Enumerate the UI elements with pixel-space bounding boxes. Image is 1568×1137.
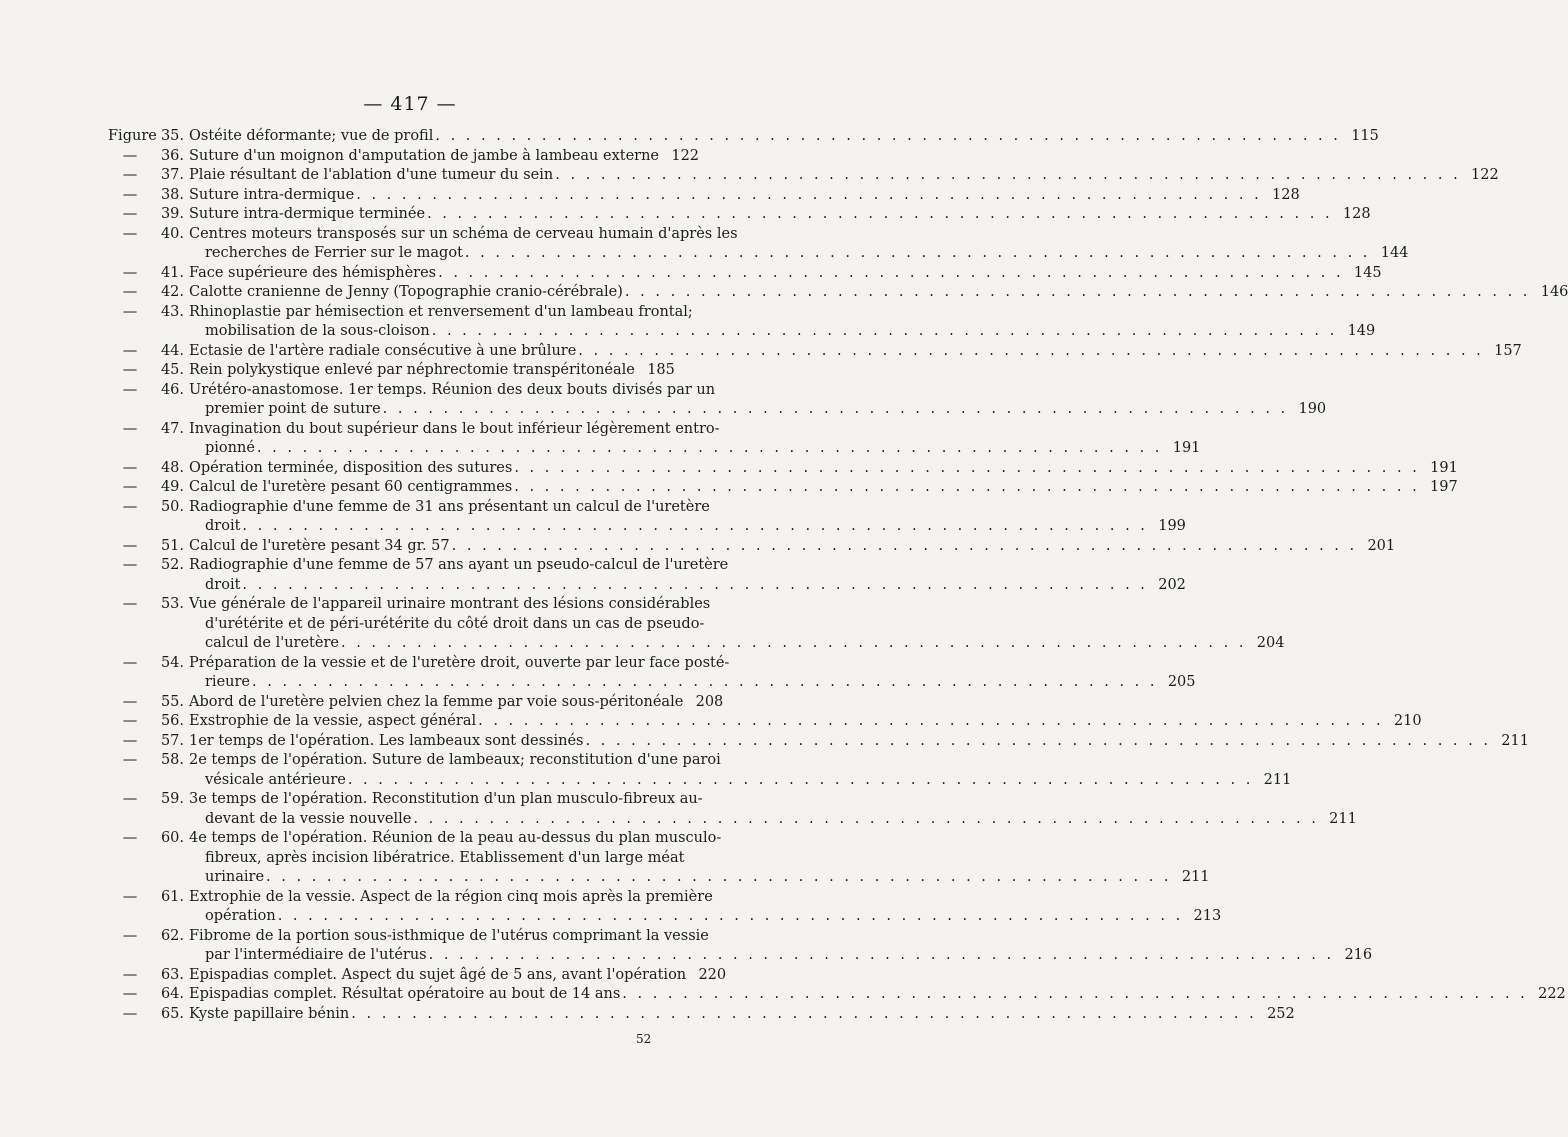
entry-prefix: — bbox=[122, 284, 138, 300]
page-reference: 252 bbox=[1267, 1005, 1295, 1022]
caption-text: fibreux, après incision libératrice. Etablissement d'un large méat bbox=[205, 849, 685, 866]
entry-prefix: — bbox=[122, 732, 138, 749]
page-number: — 417 — bbox=[363, 93, 457, 115]
entry-caption bbox=[189, 790, 1357, 829]
caption-text: Opération terminée, disposition des sutures bbox=[189, 459, 513, 476]
page-reference: 197 bbox=[1430, 479, 1458, 495]
caption-text: Epispadias complet. Résultat opératoire au bout de 14 ans bbox=[189, 986, 621, 1002]
caption-text: Extrophie de la vessie. Aspect de la région cinq mois après la première bbox=[189, 888, 713, 905]
entry-caption bbox=[189, 127, 1379, 147]
caption-line bbox=[189, 166, 1499, 186]
dot-leader bbox=[429, 946, 1335, 966]
figure-entry bbox=[108, 712, 1422, 732]
figure-number: 59. bbox=[160, 791, 184, 807]
caption-line bbox=[189, 829, 722, 849]
caption-line bbox=[189, 498, 710, 518]
caption-line bbox=[189, 888, 713, 908]
figure-list bbox=[108, 127, 1568, 1024]
caption-line bbox=[189, 693, 724, 713]
caption-text: Préparation de la vessie et de l'uretère droit, ouverte par leur face posté- bbox=[189, 654, 730, 671]
entry-prefix: — bbox=[122, 362, 138, 378]
entry-caption bbox=[189, 225, 1409, 264]
caption-line bbox=[189, 400, 1327, 420]
figure-entry bbox=[108, 498, 1186, 537]
dot-leader bbox=[585, 732, 1491, 752]
entry-caption bbox=[189, 693, 724, 713]
caption-text: Epispadias complet. Aspect du sujet âgé de 5 ans, avant l'opération bbox=[189, 966, 687, 983]
entry-prefix: — bbox=[122, 498, 138, 515]
figure-entry bbox=[108, 459, 1458, 479]
figure-number: 65. bbox=[160, 1005, 184, 1022]
caption-text: Exstrophie de la vessie, aspect général bbox=[189, 713, 477, 729]
dot-leader bbox=[257, 439, 1163, 459]
caption-text: premier point de suture bbox=[205, 401, 381, 417]
figure-number: 64. bbox=[160, 986, 184, 1002]
entry-caption bbox=[189, 147, 700, 167]
entry-prefix: — bbox=[122, 381, 138, 398]
dot-leader bbox=[383, 400, 1289, 420]
entry-prefix: — bbox=[122, 342, 138, 359]
page-reference: 122 bbox=[1471, 167, 1499, 183]
dot-leader bbox=[427, 205, 1333, 225]
figure-number: 63. bbox=[160, 966, 184, 983]
entry-prefix: — bbox=[122, 966, 138, 983]
page-reference: 191 bbox=[1430, 459, 1458, 476]
caption-line bbox=[189, 264, 1382, 284]
caption-text: 1er temps de l'opération. Les lambeaux sont dessinés bbox=[189, 732, 584, 749]
caption-text: Fibrome de la portion sous-isthmique de l'utérus comprimant la vessie bbox=[189, 927, 709, 944]
entry-prefix: — bbox=[122, 830, 138, 846]
dot-leader bbox=[622, 985, 1528, 1005]
dot-leader bbox=[351, 1005, 1257, 1025]
page-reference: 115 bbox=[1351, 128, 1379, 144]
caption-line bbox=[189, 556, 729, 576]
page-reference: 122 bbox=[671, 147, 700, 164]
entry-prefix: — bbox=[122, 303, 138, 320]
entry-caption bbox=[189, 712, 1422, 732]
page-reference: 190 bbox=[1298, 401, 1327, 417]
caption-line bbox=[189, 810, 1357, 830]
entry-caption bbox=[189, 654, 1196, 693]
caption-line bbox=[189, 147, 700, 167]
caption-line bbox=[189, 478, 1458, 498]
figure-number: 54. bbox=[160, 654, 184, 671]
dot-leader bbox=[465, 244, 1371, 264]
entry-prefix: — bbox=[122, 459, 138, 476]
entry-caption bbox=[189, 829, 1210, 888]
caption-line bbox=[189, 186, 1300, 206]
caption-text: urinaire bbox=[205, 869, 265, 885]
figure-entry bbox=[108, 790, 1357, 829]
caption-text: Suture intra-dermique terminée bbox=[189, 206, 426, 222]
entry-caption bbox=[189, 166, 1499, 186]
figure-entry bbox=[108, 595, 1285, 654]
figure-entry bbox=[108, 654, 1196, 693]
caption-text: calcul de l'uretère bbox=[205, 635, 339, 651]
signature-mark: 52 bbox=[636, 1032, 652, 1046]
entry-prefix: — bbox=[122, 537, 138, 554]
caption-text: devant de la vessie nouvelle bbox=[205, 810, 412, 827]
entry-caption bbox=[189, 381, 1327, 420]
figure-entry bbox=[108, 303, 1376, 342]
figure-entry bbox=[108, 264, 1382, 284]
caption-line bbox=[189, 654, 730, 674]
caption-text: Calcul de l'uretère pesant 60 centigrammes bbox=[189, 479, 513, 495]
figure-number: 46. bbox=[160, 381, 184, 398]
page-reference: 128 bbox=[1342, 206, 1371, 222]
page-reference: 208 bbox=[695, 693, 724, 710]
figure-number: 39. bbox=[160, 206, 184, 222]
figure-number: 58. bbox=[160, 752, 184, 768]
entry-caption bbox=[189, 966, 727, 986]
figure-entry bbox=[108, 693, 724, 713]
figure-number: 38. bbox=[160, 186, 184, 203]
dot-leader bbox=[438, 264, 1344, 284]
dot-leader bbox=[242, 576, 1148, 596]
page-reference: 128 bbox=[1272, 186, 1300, 203]
entry-caption bbox=[189, 478, 1458, 498]
entry-prefix: — bbox=[122, 479, 138, 495]
entry-caption bbox=[189, 283, 1568, 303]
page-reference: 216 bbox=[1344, 947, 1373, 963]
dot-leader bbox=[478, 712, 1384, 732]
entry-caption bbox=[189, 498, 1186, 537]
figure-entry bbox=[108, 147, 700, 167]
entry-caption bbox=[189, 420, 1201, 459]
entry-prefix: — bbox=[122, 420, 138, 437]
entry-caption bbox=[189, 186, 1300, 206]
page-reference: 157 bbox=[1494, 342, 1522, 359]
figure-entry bbox=[108, 556, 1186, 595]
caption-line bbox=[189, 459, 1458, 479]
page-reference: 210 bbox=[1393, 713, 1422, 729]
caption-line bbox=[189, 907, 1222, 927]
dot-leader bbox=[252, 673, 1158, 693]
entry-caption bbox=[189, 595, 1285, 654]
figure-number: 57. bbox=[160, 732, 184, 749]
dot-leader bbox=[432, 322, 1338, 342]
page-reference: 211 bbox=[1501, 732, 1529, 749]
entry-prefix: — bbox=[122, 713, 138, 729]
caption-line bbox=[189, 420, 720, 440]
figure-number: 49. bbox=[160, 479, 184, 495]
entry-prefix: — bbox=[122, 1005, 138, 1022]
page-reference: 149 bbox=[1347, 323, 1376, 339]
entry-caption bbox=[189, 361, 675, 381]
page-reference: 202 bbox=[1158, 576, 1186, 593]
figure-entry bbox=[108, 927, 1373, 966]
entry-caption bbox=[189, 264, 1382, 284]
caption-text: opération bbox=[205, 908, 276, 924]
caption-line bbox=[189, 732, 1529, 752]
entry-prefix: — bbox=[122, 147, 138, 164]
figure-number: 45. bbox=[160, 362, 184, 378]
caption-line bbox=[189, 381, 716, 401]
figure-number: 35. bbox=[160, 128, 184, 144]
figure-number: 62. bbox=[160, 927, 184, 944]
entry-prefix: — bbox=[122, 752, 138, 768]
dot-leader bbox=[242, 517, 1148, 537]
caption-text: Radiographie d'une femme de 57 ans ayant un pseudo-calcul de l'uretère bbox=[189, 557, 729, 573]
figure-number: 56. bbox=[160, 713, 184, 729]
page-reference: 144 bbox=[1380, 245, 1409, 261]
figure-entry bbox=[108, 361, 675, 381]
caption-text: 2e temps de l'opération. Suture de lambeaux; reconstitution d'une paroi bbox=[189, 752, 721, 768]
caption-text: Ectasie de l'artère radiale consécutive à une brûlure bbox=[189, 342, 577, 359]
figure-number: 43. bbox=[160, 303, 184, 320]
caption-line bbox=[189, 790, 703, 810]
page-reference: 211 bbox=[1263, 771, 1292, 788]
entry-prefix: — bbox=[122, 888, 138, 905]
dot-leader bbox=[413, 810, 1319, 830]
entry-caption bbox=[189, 751, 1292, 790]
caption-line bbox=[189, 712, 1422, 732]
figure-entry bbox=[108, 751, 1292, 790]
entry-caption bbox=[189, 556, 1186, 595]
dot-leader bbox=[625, 283, 1531, 303]
figure-entry bbox=[108, 478, 1458, 498]
caption-text: Rein polykystique enlevé par néphrectomie transpéritonéale bbox=[189, 362, 635, 378]
figure-entry bbox=[108, 166, 1499, 186]
caption-text: Radiographie d'une femme de 31 ans présentant un calcul de l'uretère bbox=[189, 498, 710, 515]
caption-text: droit bbox=[205, 518, 241, 534]
entry-caption bbox=[189, 1005, 1295, 1025]
caption-line bbox=[189, 1005, 1295, 1025]
caption-line bbox=[189, 868, 1210, 888]
entry-caption bbox=[189, 205, 1371, 225]
figure-entry bbox=[108, 966, 727, 986]
caption-text: pionné bbox=[205, 440, 255, 456]
caption-line bbox=[189, 849, 685, 869]
page-reference: 211 bbox=[1181, 869, 1210, 885]
entry-caption bbox=[189, 985, 1566, 1005]
dot-leader bbox=[278, 907, 1184, 927]
entry-caption bbox=[189, 537, 1396, 557]
caption-text: 4e temps de l'opération. Réunion de la peau au-dessus du plan musculo- bbox=[189, 830, 722, 846]
caption-text: par l'intermédiaire de l'utérus bbox=[205, 947, 427, 963]
caption-line bbox=[189, 595, 711, 615]
entry-caption bbox=[189, 303, 1376, 342]
entry-prefix: — bbox=[122, 167, 138, 183]
dot-leader bbox=[348, 771, 1254, 791]
caption-text: Vue générale de l'appareil urinaire montrant des lésions considérables bbox=[189, 596, 711, 612]
figure-number: 61. bbox=[160, 888, 184, 905]
caption-line bbox=[189, 225, 738, 245]
entry-prefix: — bbox=[122, 206, 138, 222]
caption-line bbox=[189, 771, 1292, 791]
figure-number: 50. bbox=[160, 498, 184, 515]
page-reference: 204 bbox=[1256, 635, 1285, 651]
dot-leader bbox=[578, 342, 1484, 362]
entry-prefix: — bbox=[122, 264, 138, 281]
figure-number: 52. bbox=[160, 557, 184, 573]
caption-text: recherches de Ferrier sur le magot bbox=[205, 245, 463, 261]
caption-text: Calcul de l'uretère pesant 34 gr. 57 bbox=[189, 537, 450, 554]
dot-leader bbox=[452, 537, 1358, 557]
figure-number: 44. bbox=[160, 342, 184, 359]
caption-text: Kyste papillaire bénin bbox=[189, 1005, 350, 1022]
entry-caption bbox=[189, 927, 1373, 966]
figure-number: 53. bbox=[160, 596, 184, 612]
caption-text: Plaie résultant de l'ablation d'une tumeur du sein bbox=[189, 167, 554, 183]
caption-text: 3e temps de l'opération. Reconstitution d'un plan musculo-fibreux au- bbox=[189, 791, 703, 807]
entry-prefix: — bbox=[122, 186, 138, 203]
caption-text: Rhinoplastie par hémisection et renversement d'un lambeau frontal; bbox=[189, 303, 693, 320]
page-reference: 185 bbox=[647, 362, 675, 378]
page-reference: 205 bbox=[1167, 674, 1196, 690]
caption-line bbox=[189, 127, 1379, 147]
figure-entry bbox=[108, 225, 1409, 264]
caption-line bbox=[189, 966, 727, 986]
caption-line bbox=[189, 439, 1201, 459]
entry-caption bbox=[189, 459, 1458, 479]
entry-caption bbox=[189, 732, 1529, 752]
caption-text: Face supérieure des hémisphères bbox=[189, 264, 437, 281]
entry-prefix: — bbox=[122, 654, 138, 671]
dot-leader bbox=[514, 459, 1420, 479]
page-reference: 199 bbox=[1158, 518, 1186, 534]
figure-entry bbox=[108, 205, 1371, 225]
dot-leader bbox=[555, 166, 1461, 186]
caption-line bbox=[189, 322, 1376, 342]
entry-prefix: — bbox=[122, 225, 138, 242]
caption-line bbox=[189, 615, 705, 635]
entry-prefix: — bbox=[122, 693, 138, 710]
page-reference: 211 bbox=[1329, 810, 1357, 827]
caption-line bbox=[189, 537, 1396, 557]
figure-entry bbox=[108, 127, 1379, 147]
caption-text: Suture intra-dermique bbox=[189, 186, 355, 203]
figure-number: 51. bbox=[160, 537, 184, 554]
figure-entry bbox=[108, 985, 1566, 1005]
figure-number: 41. bbox=[160, 264, 184, 281]
figure-entry bbox=[108, 342, 1522, 362]
page-reference: 220 bbox=[698, 966, 727, 983]
entry-prefix: Figure bbox=[108, 128, 157, 144]
dot-leader bbox=[266, 868, 1172, 888]
caption-text: Abord de l'uretère pelvien chez la femme par voie sous-péritonéale bbox=[189, 693, 684, 710]
caption-line bbox=[189, 985, 1566, 1005]
page-reference: 191 bbox=[1172, 440, 1201, 456]
caption-line bbox=[189, 205, 1371, 225]
entry-prefix: — bbox=[122, 927, 138, 944]
dot-leader bbox=[341, 634, 1247, 654]
entry-prefix: — bbox=[122, 986, 138, 1002]
caption-text: mobilisation de la sous-cloison bbox=[205, 323, 430, 339]
caption-line bbox=[189, 576, 1186, 596]
caption-line bbox=[189, 751, 721, 771]
caption-text: Calotte cranienne de Jenny (Topographie cranio-cérébrale) bbox=[189, 284, 623, 300]
figure-number: 47. bbox=[160, 420, 184, 437]
caption-line bbox=[189, 244, 1409, 264]
dot-leader bbox=[514, 478, 1420, 498]
page-reference: 201 bbox=[1367, 537, 1396, 554]
entry-caption bbox=[189, 342, 1522, 362]
caption-line bbox=[189, 303, 693, 323]
figure-entry bbox=[108, 732, 1529, 752]
figure-number: 60. bbox=[160, 830, 184, 846]
figure-entry bbox=[108, 186, 1300, 206]
caption-line bbox=[189, 673, 1196, 693]
figure-entry bbox=[108, 537, 1396, 557]
figure-entry bbox=[108, 829, 1210, 888]
page-reference: 222 bbox=[1538, 986, 1566, 1002]
figure-entry bbox=[108, 381, 1327, 420]
caption-text: Invagination du bout supérieur dans le bout inférieur légèrement entro- bbox=[189, 420, 720, 437]
entry-prefix: — bbox=[122, 596, 138, 612]
figure-number: 37. bbox=[160, 167, 184, 183]
caption-text: vésicale antérieure bbox=[205, 771, 346, 788]
figure-entry bbox=[108, 888, 1222, 927]
page-reference: 145 bbox=[1353, 264, 1382, 281]
entry-prefix: — bbox=[122, 557, 138, 573]
caption-line bbox=[189, 342, 1522, 362]
dot-leader bbox=[356, 186, 1262, 206]
figure-entry bbox=[108, 283, 1568, 303]
figure-number: 42. bbox=[160, 284, 184, 300]
page-reference: 146 bbox=[1540, 284, 1568, 300]
caption-line bbox=[189, 517, 1186, 537]
dot-leader bbox=[435, 127, 1341, 147]
figure-number: 40. bbox=[160, 225, 184, 242]
caption-line bbox=[189, 927, 709, 947]
caption-line bbox=[189, 361, 675, 381]
caption-text: droit bbox=[205, 576, 241, 593]
figure-number: 55. bbox=[160, 693, 184, 710]
caption-line bbox=[189, 283, 1568, 303]
caption-text: d'urétérite et de péri-urétérite du côté droit dans un cas de pseudo- bbox=[205, 615, 705, 632]
figure-entry bbox=[108, 1005, 1295, 1025]
page-reference: 213 bbox=[1193, 908, 1222, 924]
caption-text: Centres moteurs transposés sur un schéma de cerveau humain d'après les bbox=[189, 225, 738, 242]
caption-line bbox=[189, 946, 1373, 966]
caption-line bbox=[189, 634, 1285, 654]
figure-entry bbox=[108, 420, 1201, 459]
entry-prefix: — bbox=[122, 791, 138, 807]
caption-text: Ostéite déformante; vue de profil bbox=[189, 128, 434, 144]
figure-number: 48. bbox=[160, 459, 184, 476]
entry-caption bbox=[189, 888, 1222, 927]
caption-text: Suture d'un moignon d'amputation de jambe à lambeau externe bbox=[189, 147, 660, 164]
figure-number: 36. bbox=[160, 147, 184, 164]
caption-text: Urétéro-anastomose. 1er temps. Réunion des deux bouts divisés par un bbox=[189, 381, 716, 398]
caption-text: rieure bbox=[205, 674, 251, 690]
